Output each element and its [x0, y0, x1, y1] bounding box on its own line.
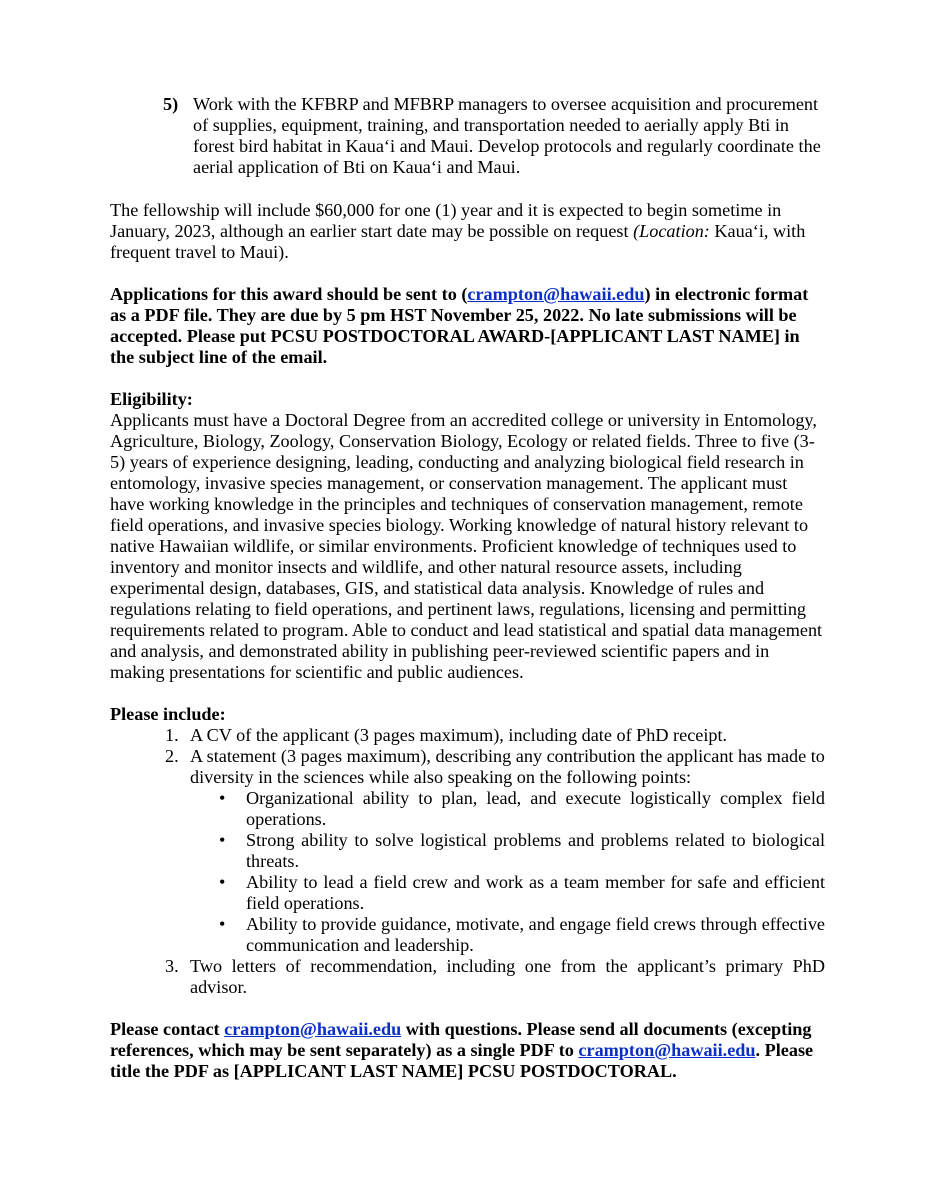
eligibility-heading: Eligibility: [110, 389, 193, 409]
list-text: A statement (3 pages maximum), describing any contribution the applicant has made to diversity in the sciences while also speaking on the following points: [190, 746, 825, 787]
applications-paragraph [110, 284, 825, 368]
bullet-icon: • [219, 788, 226, 808]
email-link[interactable]: crampton@hawaii.edu [467, 284, 645, 304]
bullet-text: Ability to provide guidance, motivate, and engage field crews through effective communication and leadership. [246, 914, 825, 955]
bullet-text: Organizational ability to plan, lead, and execute logistically complex field operations. [246, 788, 825, 829]
list-number: 3. [165, 956, 179, 976]
fellowship-paragraph [110, 200, 825, 263]
email-link[interactable]: crampton@hawaii.edu [578, 1040, 756, 1060]
bullet-text: Ability to lead a field crew and work as a team member for safe and efficient field operations. [246, 872, 825, 913]
email-link[interactable]: crampton@hawaii.edu [224, 1019, 402, 1039]
eligibility-text: Applicants must have a Doctoral Degree from an accredited college or university in Entomology, Agriculture, Biology, Zoology, Conservation Biology, Ecology or related fields. Three to five (3-5) years of experience designing, leading, conducting and analyzing biological field research in entomology, invasive species management, or conservation management. The applicant must have working knowledge in the principles and techniques of conservation management, remote field operations, and invasive species biology. Working knowledge of natural history relevant to native Hawaiian wildlife, or similar environments. Proficient knowledge of techniques used to inventory and monitor insects and wildlife, and other natural resource assets, including experimental design, databases, GIS, and statistical data analysis. Knowledge of rules and regulations relating to field operations, and pertinent laws, regulations, licensing and permitting requirements related to program. Able to conduct and lead statistical and spatial data management and analysis, and demonstrated ability in publishing peer-reviewed scientific papers and in making presentations for scientific and public audiences. [110, 410, 823, 682]
applications-pre: Applications for this award should be sent to ( [110, 284, 468, 304]
list-item [110, 725, 825, 746]
list-item [110, 956, 825, 998]
bullet-item [219, 872, 825, 914]
contact-mid: with questions. Please send all documents (excepting references, which may be sent separately) as a single PDF to [110, 1019, 812, 1060]
bullet-item [219, 788, 825, 830]
fellowship-text: The fellowship will include $60,000 for one (1) year and it is expected to begin sometime in January, 2023, although an earlier start date may be possible on request [110, 200, 782, 241]
list-text: Two letters of recommendation, including one from the applicant’s primary PhD advisor. [190, 956, 825, 997]
contact-paragraph [110, 1019, 825, 1082]
list-number: 1. [165, 725, 179, 745]
location-text: Kaua‘i, with frequent travel to Maui). [110, 221, 806, 262]
list-number: 2. [165, 746, 179, 766]
bullet-text: Strong ability to solve logistical problems and problems related to biological threats. [246, 830, 825, 871]
bullet-item [219, 914, 825, 956]
bullet-icon: • [219, 830, 226, 850]
include-list [110, 725, 825, 998]
applications-post: ) in electronic format as a PDF file. They are due by 5 pm HST November 25, 2022. No late submissions will be accepted. Please put PCSU POSTDOCTORAL AWARD-[APPLICANT LAST NAME] in the subject line of the email. [110, 284, 809, 367]
list-item [110, 746, 825, 788]
bullet-icon: • [219, 872, 226, 892]
list-text: A CV of the applicant (3 pages maximum), including date of PhD receipt. [190, 725, 728, 745]
bullet-icon: • [219, 914, 226, 934]
list-item-5 [163, 94, 823, 178]
bullet-list [110, 788, 825, 956]
contact-pre: Please contact [110, 1019, 225, 1039]
include-heading: Please include: [110, 704, 226, 724]
list-item-text: Work with the KFBRP and MFBRP managers to oversee acquisition and procurement of supplies, equipment, training, and transportation needed to aerially apply Bti in forest bird habitat in Kaua‘i and Maui. Develop protocols and regularly coordinate the aerial application of Bti on Kaua‘i and Maui. [193, 94, 821, 177]
list-item-number: 5) [163, 94, 179, 114]
location-label: (Location: [633, 221, 710, 241]
contact-post: . Please title the PDF as [APPLICANT LAST NAME] PCSU POSTDOCTORAL. [110, 1040, 814, 1081]
bullet-item [219, 830, 825, 872]
